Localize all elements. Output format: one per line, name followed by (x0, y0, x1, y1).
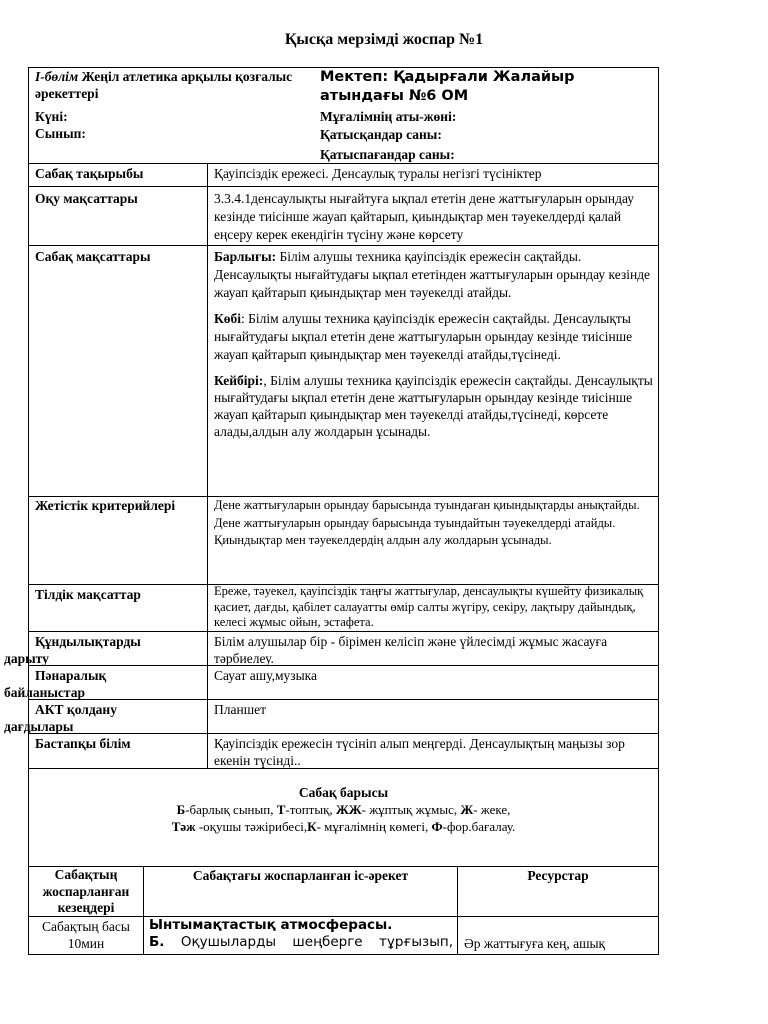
plan-activity-title: Ынтымақтастық атмосферасы. (149, 917, 393, 933)
ict-label: АКТ қолдану (35, 702, 117, 717)
legend-text: - жұптық жұмыс, (361, 802, 461, 817)
legend-text: - жеке, (473, 802, 511, 817)
prior-knowledge-value: Қауіпсіздік ережесін түсініп алып меңгерді. Денсаулықтың маңызы зор екенін түсінді.. (214, 736, 625, 768)
language-objectives-label: Тілдік мақсаттар (35, 587, 141, 602)
section-heading (35, 68, 295, 102)
legend-code: Б (176, 802, 186, 817)
legend-text: -топтық, (285, 802, 336, 817)
teacher-label: Мұғалімнің аты-жөні: (320, 109, 457, 124)
legend-text: -барлық сынып, (185, 802, 277, 817)
objective-all (214, 248, 654, 302)
objective-some (214, 372, 654, 440)
objective-some-text: , Білім алушы техника қауіпсіздік ережесін сақтайды. Денсаулықты нығайтудағы ықпал ететін дене жаттығуларын орындау кезінде тиісінше жауап қайтарып қиындықтар мен тәуекелді атайды,түсінеді, көрсете алады,алдын алу жолдарын ұсынады. (214, 373, 653, 439)
progress-title: Сабақ барысы (298, 785, 389, 800)
objective-most-label: Көбі (214, 311, 242, 326)
language-objectives-value: Ереже, тәуекел, қауіпсіздік таңғы жаттығулар, денсаулықты күшейту физикалық қасиет, дағды, қабілет салауатты өмір салты жүгіру, секіру, лақтыру дайындық, келесі жұмыс ойын, эстафета. (214, 584, 644, 629)
ict-value: Планшет (214, 702, 266, 717)
plan-activity-prefix: Б. (149, 934, 165, 950)
plan-header-resources: Ресурстар (527, 868, 589, 883)
list-item: Дене жаттығуларын орындау барысында туындайтын тәуекелдерді атайды. (214, 515, 616, 530)
cross-links-label: Пәнаралық (35, 668, 107, 683)
objective-some-label: Кейбірі: (214, 373, 264, 388)
date-label: Күні: (35, 109, 68, 124)
absent-count-label: Қатыспағандар саны: (320, 147, 455, 162)
cross-links-label-cont: байланыстар (4, 685, 85, 700)
legend-text: - мұғалімнің көмегі, (316, 819, 432, 834)
list-item: Дене жаттығуларын орындау барысында туындаған қиындықтарды анықтайды. (214, 498, 640, 512)
plan-header-activity: Сабақтағы жоспарланған іс-әрекет (192, 868, 409, 883)
plan-activity-text (149, 934, 453, 951)
legend-code: Т (276, 802, 286, 817)
objective-all-label: Барлығы: (214, 249, 277, 264)
learning-objectives-value: 3.3.4.1денсаулықты нығайтуға ықпал ететін дене жаттығуларын орындау кезінде тиісінше жауап қайтарып, қиындықтар мен тәуекелдерді қалай еңсеру керек екендігін түсіну және көрсету (214, 191, 635, 242)
topic-value: Қауіпсіздік ережесі. Денсаулық туралы негізгі түсініктер (214, 166, 542, 181)
prior-knowledge-label: Бастапқы білім (35, 736, 131, 751)
plan-header-stage: Сабақтың жоспарланған кезеңдері (42, 867, 130, 915)
legend-code: К (307, 819, 317, 834)
plan-stage-time: 10мин (67, 936, 105, 951)
progress-legend-line2 (28, 818, 659, 835)
list-item: Қиындықтар мен тәуекелдердің алдын алу жолдарын ұсынады. (214, 533, 552, 547)
progress-legend-line1 (28, 801, 659, 818)
success-criteria-label: Жетістік критерийлері (35, 498, 176, 513)
present-count-label: Қатысқандар саны: (320, 127, 442, 142)
lesson-objectives-label: Сабақ мақсаттары (35, 249, 151, 264)
legend-text: -оқушы тәжірибесі, (195, 819, 308, 834)
legend-code: Ф (431, 819, 443, 834)
objective-all-text: Білім алушы техника қауіпсіздік ережесін сақтайды. Денсаулықты нығайтудағы ықпал ететінден жаттығуларын орындау кезінде жауап қайтарып қиындықтар мен тәуекелді атайды. (214, 249, 651, 300)
page-title: Қысқа мерзімді жоспар №1 (284, 31, 484, 48)
section-label: I-бөлім (35, 69, 79, 84)
topic-label: Сабақ тақырыбы (35, 166, 144, 181)
legend-code: ЖЖ (335, 802, 362, 817)
lesson-objectives-value (214, 248, 654, 440)
class-label: Сынып: (35, 126, 86, 141)
values-label: Құндылықтарды (35, 634, 141, 649)
school-name: Мектеп: Қадырғали Жалайыр атындағы №6 ОМ (320, 69, 575, 104)
values-value: Білім алушылар бір - бірімен келісіп және үйлесімді жұмыс жасауға тәрбиелеу. (214, 634, 608, 666)
plan-stage: Сабақтың басы (42, 919, 130, 934)
cross-links-value: Сауат ашу,музыка (214, 668, 318, 683)
legend-code: Ж (460, 802, 474, 817)
ict-label-cont: дағдылары (4, 719, 74, 734)
success-criteria-list (214, 497, 654, 550)
learning-objectives-label: Оқу мақсаттары (35, 191, 138, 206)
legend-text: -фор.бағалау. (442, 819, 516, 834)
objective-most (214, 310, 654, 364)
values-label-cont: дарыту (4, 651, 49, 666)
legend-code: Тәж (171, 819, 196, 834)
objective-most-text: : Білім алушы техника қауіпсіздік ережесін сақтайды. Денсаулықты нығайтудағы ықпал ететін дене жаттығуларын орындау кезінде тиісінше жауап қайтарып қиындықтар мен тәуекелді атайды,түсінеді. (214, 311, 633, 362)
plan-activity-body: Оқушыларды шеңберге тұрғызып, (180, 934, 453, 950)
plan-resource: Әр жаттығуға кең, ашық (464, 936, 606, 951)
section-text: Жеңіл атлетика арқылы қозғалыс әрекеттері (35, 69, 293, 101)
